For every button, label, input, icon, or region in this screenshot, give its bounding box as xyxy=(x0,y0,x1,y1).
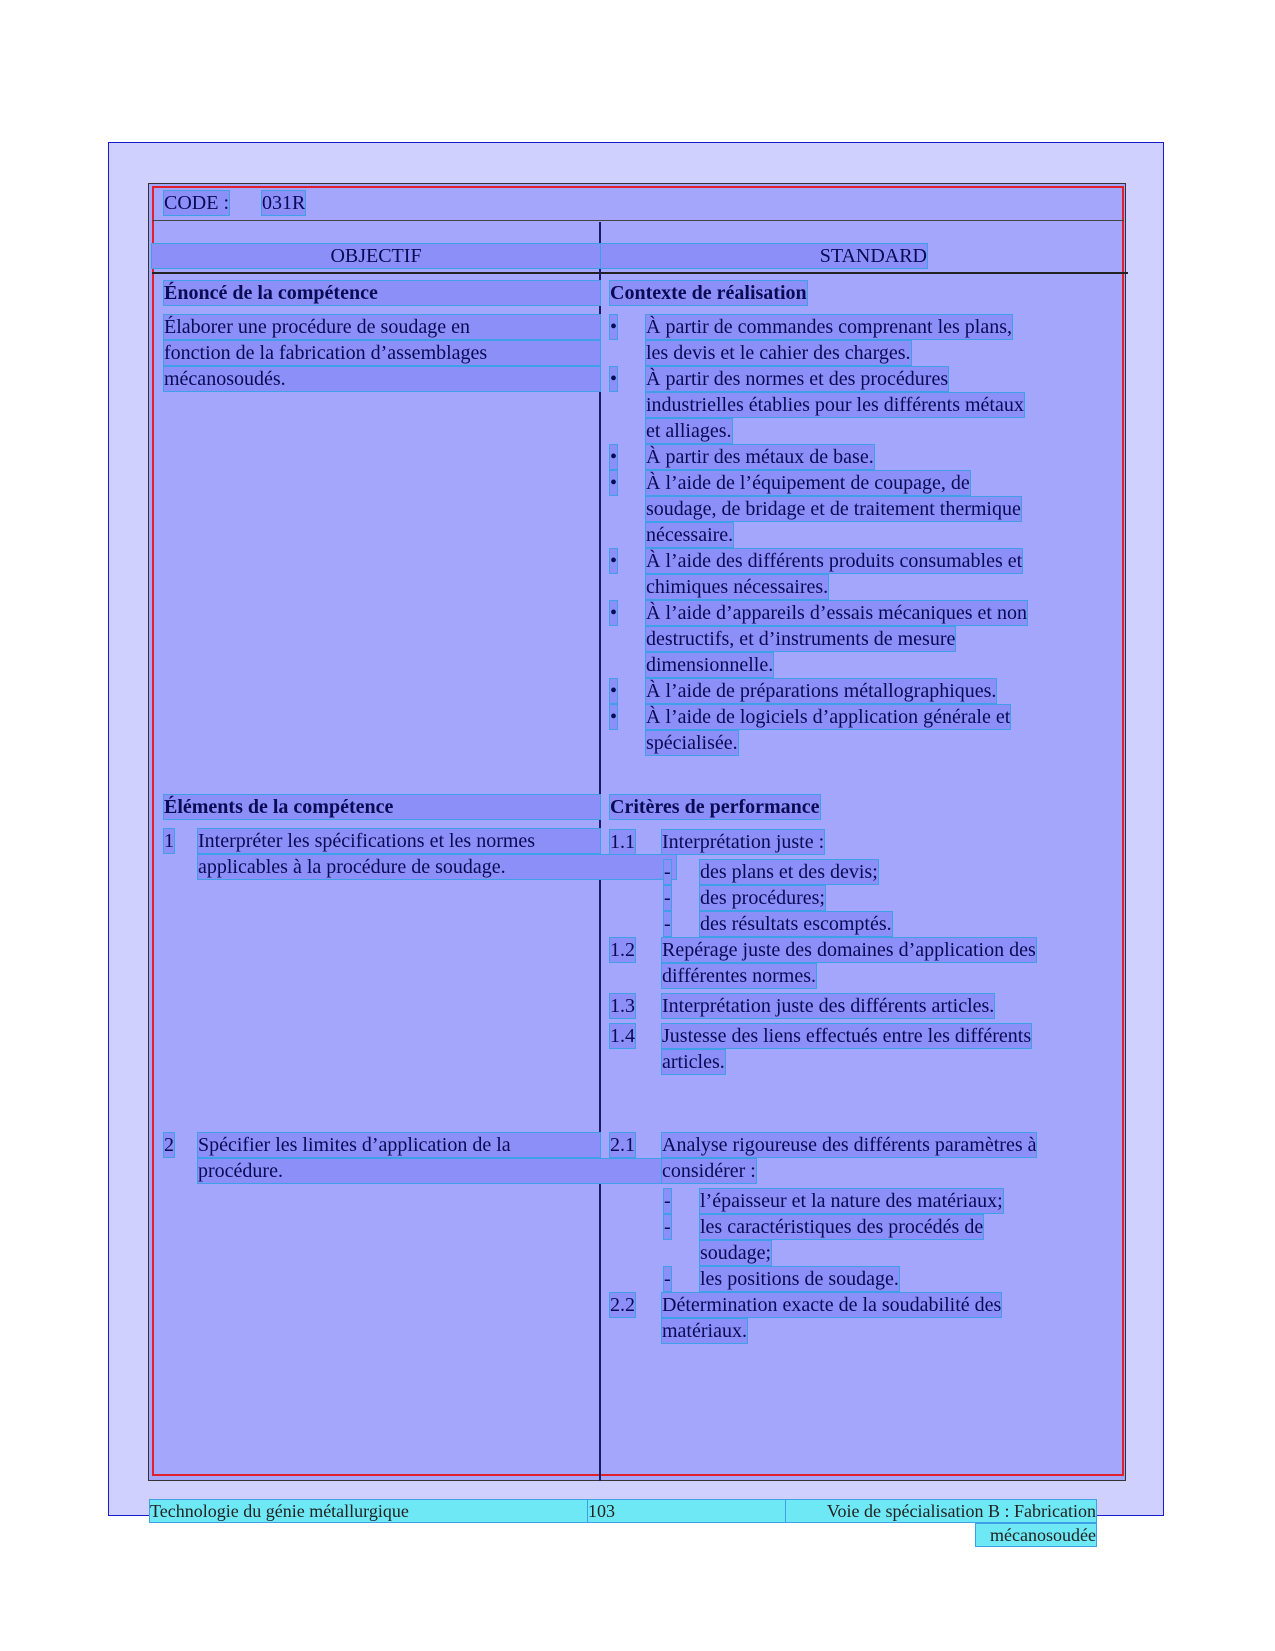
critere-2-2-line-1: Détermination exacte de la soudabilité des xyxy=(662,1294,1002,1316)
contexte-item-8-line-2: spécialisée. xyxy=(646,732,738,754)
contexte-item-6-line-2: destructifs, et d’instruments de mesure xyxy=(646,628,956,650)
enonce-line-1: Élaborer une procédure de soudage en xyxy=(164,315,600,339)
footer-right-line-2: mécanosoudée xyxy=(976,1524,1096,1546)
contexte-item-5-line-2: chimiques nécessaires. xyxy=(646,576,829,598)
critere-1-1-sub-1: des plans et des devis; xyxy=(700,861,878,883)
critere-2-1-line-1: Analyse rigoureuse des différents paramètres à xyxy=(662,1134,1037,1156)
code-label: CODE : xyxy=(164,192,229,214)
critere-2-1-sub-1: l’épaisseur et la nature des matériaux; xyxy=(700,1190,1003,1212)
contexte-item-2-line-2: industrielles établies pour les différents métaux xyxy=(646,394,1024,416)
contexte-item-7-line-1: À l’aide de préparations métallographiques. xyxy=(646,680,997,702)
critere-dash: - xyxy=(664,1216,671,1238)
element-1-line-1: Interpréter les spécifications et les normes xyxy=(198,829,600,853)
critere-dash: - xyxy=(664,1190,671,1212)
contexte-item-6-line-3: dimensionnelle. xyxy=(646,654,774,676)
critere-2-1-sub-2-line-1: les caractéristiques des procédés de xyxy=(700,1216,984,1238)
element-2-line-1: Spécifier les limites d’application de la xyxy=(198,1133,600,1157)
contexte-bullet: • xyxy=(610,316,618,338)
element-1-line-2: applicables à la procédure de soudage. xyxy=(198,855,676,879)
contexte-item-3-line-1: À partir des métaux de base. xyxy=(646,446,874,468)
elements-title: Éléments de la compétence xyxy=(164,795,600,819)
contexte-item-1-line-2: les devis et le cahier des charges. xyxy=(646,342,911,364)
critere-1-1-text: Interprétation juste : xyxy=(662,831,825,853)
critere-1-1-number: 1.1 xyxy=(610,831,635,853)
contexte-item-8-line-1: À l’aide de logiciels d’application générale et xyxy=(646,706,1011,728)
enonce-title: Énoncé de la compétence xyxy=(164,281,600,305)
critere-1-4-number: 1.4 xyxy=(610,1025,635,1047)
critere-dash: - xyxy=(664,887,671,909)
header-divider xyxy=(152,272,1128,274)
contexte-bullet: • xyxy=(610,550,618,572)
contexte-bullet: • xyxy=(610,472,618,494)
contexte-item-6-line-1: À l’aide d’appareils d’essais mécaniques et non xyxy=(646,602,1027,624)
critere-1-1-sub-2: des procédures; xyxy=(700,887,825,909)
contexte-item-4-line-1: À l’aide de l’équipement de coupage, de xyxy=(646,472,970,494)
critere-2-2-number: 2.2 xyxy=(610,1294,635,1316)
critere-1-2-line-2: différentes normes. xyxy=(662,965,817,987)
critere-dash: - xyxy=(664,913,671,935)
contexte-item-1-line-1: À partir de commandes comprenant les plans, xyxy=(646,316,1012,338)
enonce-line-2: fonction de la fabrication d’assemblages xyxy=(164,341,600,365)
critere-1-4-line-2: articles. xyxy=(662,1051,725,1073)
column-header-objectif: OBJECTIF xyxy=(152,244,600,268)
contexte-item-2-line-1: À partir des normes et des procédures xyxy=(646,368,949,390)
critere-dash: - xyxy=(664,1268,671,1290)
element-1-number: 1 xyxy=(164,830,174,852)
critere-2-1-sub-3: les positions de soudage. xyxy=(700,1268,899,1290)
contexte-bullet: • xyxy=(610,368,618,390)
contexte-item-4-line-2: soudage, de bridage et de traitement thermique xyxy=(646,498,1021,520)
critere-1-2-line-1: Repérage juste des domaines d’application des xyxy=(662,939,1036,961)
critere-1-1-sub-3: des résultats escomptés. xyxy=(700,913,892,935)
contexte-bullet: • xyxy=(610,706,618,728)
contexte-title: Contexte de réalisation xyxy=(610,282,807,304)
code-value: 031R xyxy=(262,192,306,214)
critere-2-1-sub-2-line-2: soudage; xyxy=(700,1242,772,1264)
footer-right-line-1: Voie de spécialisation B : Fabrication xyxy=(786,1500,1096,1522)
column-header-standard: STANDARD xyxy=(601,244,927,268)
critere-dash: - xyxy=(664,861,671,883)
contexte-bullet: • xyxy=(610,680,618,702)
contexte-item-2-line-3: et alliages. xyxy=(646,420,732,442)
critere-1-2-number: 1.2 xyxy=(610,939,635,961)
critere-2-1-number: 2.1 xyxy=(610,1134,635,1156)
critere-1-3-text: Interprétation juste des différents articles. xyxy=(662,995,995,1017)
critere-1-4-line-1: Justesse des liens effectués entre les différents xyxy=(662,1025,1032,1047)
element-2-number: 2 xyxy=(164,1134,174,1156)
footer-page-number: 103 xyxy=(588,1500,786,1522)
critere-2-1-line-2: considérer : xyxy=(662,1160,756,1182)
criteres-title: Critères de performance xyxy=(610,796,820,818)
contexte-item-4-line-3: nécessaire. xyxy=(646,524,734,546)
footer-left-title: Technologie du génie métallurgique xyxy=(150,1500,588,1522)
contexte-bullet: • xyxy=(610,446,618,468)
element-2-line-2: procédure. xyxy=(198,1159,676,1183)
code-row-divider xyxy=(152,220,1124,221)
enonce-line-3: mécanosoudés. xyxy=(164,367,600,391)
contexte-bullet: • xyxy=(610,602,618,624)
critere-1-3-number: 1.3 xyxy=(610,995,635,1017)
contexte-item-5-line-1: À l’aide des différents produits consumables et xyxy=(646,550,1023,572)
critere-2-2-line-2: matériaux. xyxy=(662,1320,747,1342)
